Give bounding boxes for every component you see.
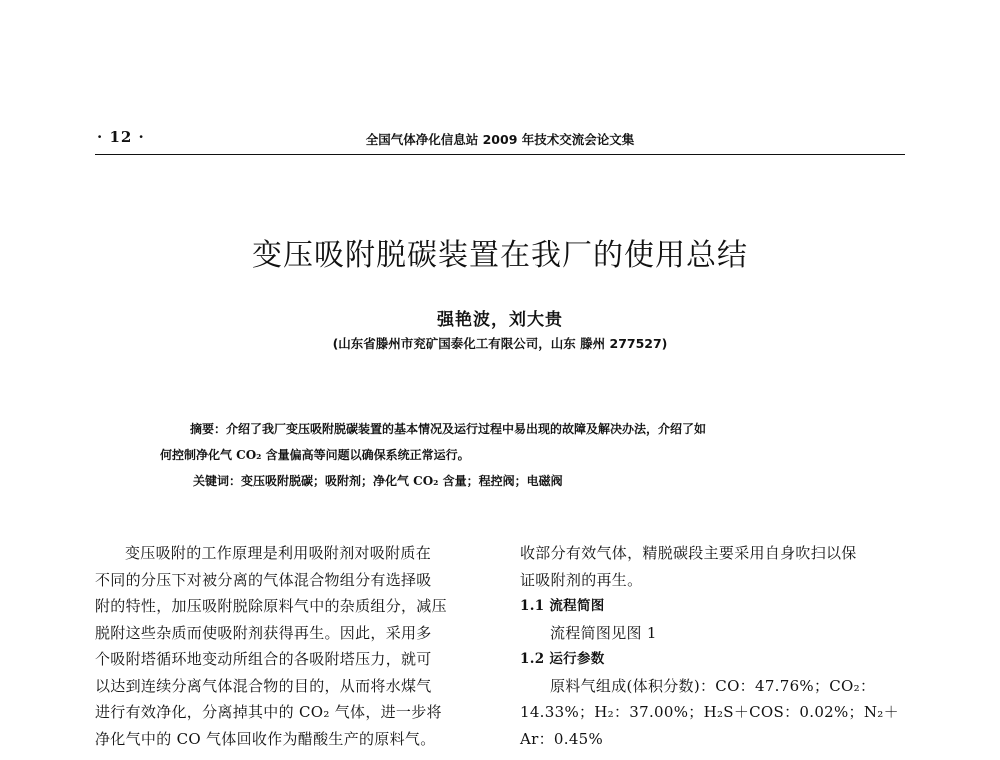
body-line: 不同的分压下对被分离的气体混合物组分有选择吸 [95, 570, 432, 589]
body-line: 变压吸附的工作原理是利用吸附剂对吸附质在 [125, 544, 432, 562]
body-line: 证吸附剂的再生。 [520, 570, 643, 589]
body-right-column [520, 540, 910, 752]
body-line: 脱附这些杂质而使吸附剂获得再生。因此，采用多 [95, 623, 432, 642]
body-line: 14.33%；H₂：37.00%；H₂S＋COS：0.02%；N₂＋ [520, 703, 899, 721]
section-heading-1-2: 1.2 运行参数 [520, 651, 605, 667]
body-line: 原料气组成(体积分数)：CO：47.76%；CO₂： [550, 676, 876, 695]
header-rule [95, 154, 905, 155]
page-number: · 12 · [97, 128, 145, 146]
body-line: 个吸附塔循环地变动所组合的各吸附塔压力，就可 [95, 650, 432, 668]
running-header: 全国气体净化信息站 2009 年技术交流会论文集 [365, 132, 635, 147]
abstract-line-2: 何控制净化气 CO₂ 含量偏高等问题以确保系统正常运行。 [160, 448, 470, 462]
abstract-line-1: 摘要：介绍了我厂变压吸附脱碳装置的基本情况及运行过程中易出现的故障及解决办法，介绍了如 [190, 422, 707, 436]
affiliation: (山东省滕州市兖矿国泰化工有限公司，山东 滕州 277527) [332, 336, 668, 351]
keywords: 关键词：变压吸附脱碳；吸附剂；净化气 CO₂ 含量；程控阀；电磁阀 [193, 474, 563, 488]
body-line: Ar：0.45% [520, 729, 604, 748]
body-line: 收部分有效气体，精脱碳段主要采用自身吹扫以保 [520, 544, 857, 562]
body-line: 净化气中的 CO 气体回收作为醋酸生产的原料气。 [95, 729, 436, 748]
body-left-column [95, 540, 490, 752]
body-line: 流程简图见图 1 [550, 623, 657, 642]
paper-title: 变压吸附脱碳装置在我厂的使用总结 [252, 238, 748, 273]
body-line: 附的特性，加压吸附脱除原料气中的杂质组分，减压 [95, 597, 447, 615]
authors: 强艳波，刘大贵 [437, 310, 563, 330]
section-heading-1-1: 1.1 流程简图 [520, 598, 605, 614]
body-line: 以达到连续分离气体混合物的目的，从而将水煤气 [95, 676, 432, 695]
body-line: 进行有效净化，分离掉其中的 CO₂ 气体，进一步将 [95, 703, 442, 721]
